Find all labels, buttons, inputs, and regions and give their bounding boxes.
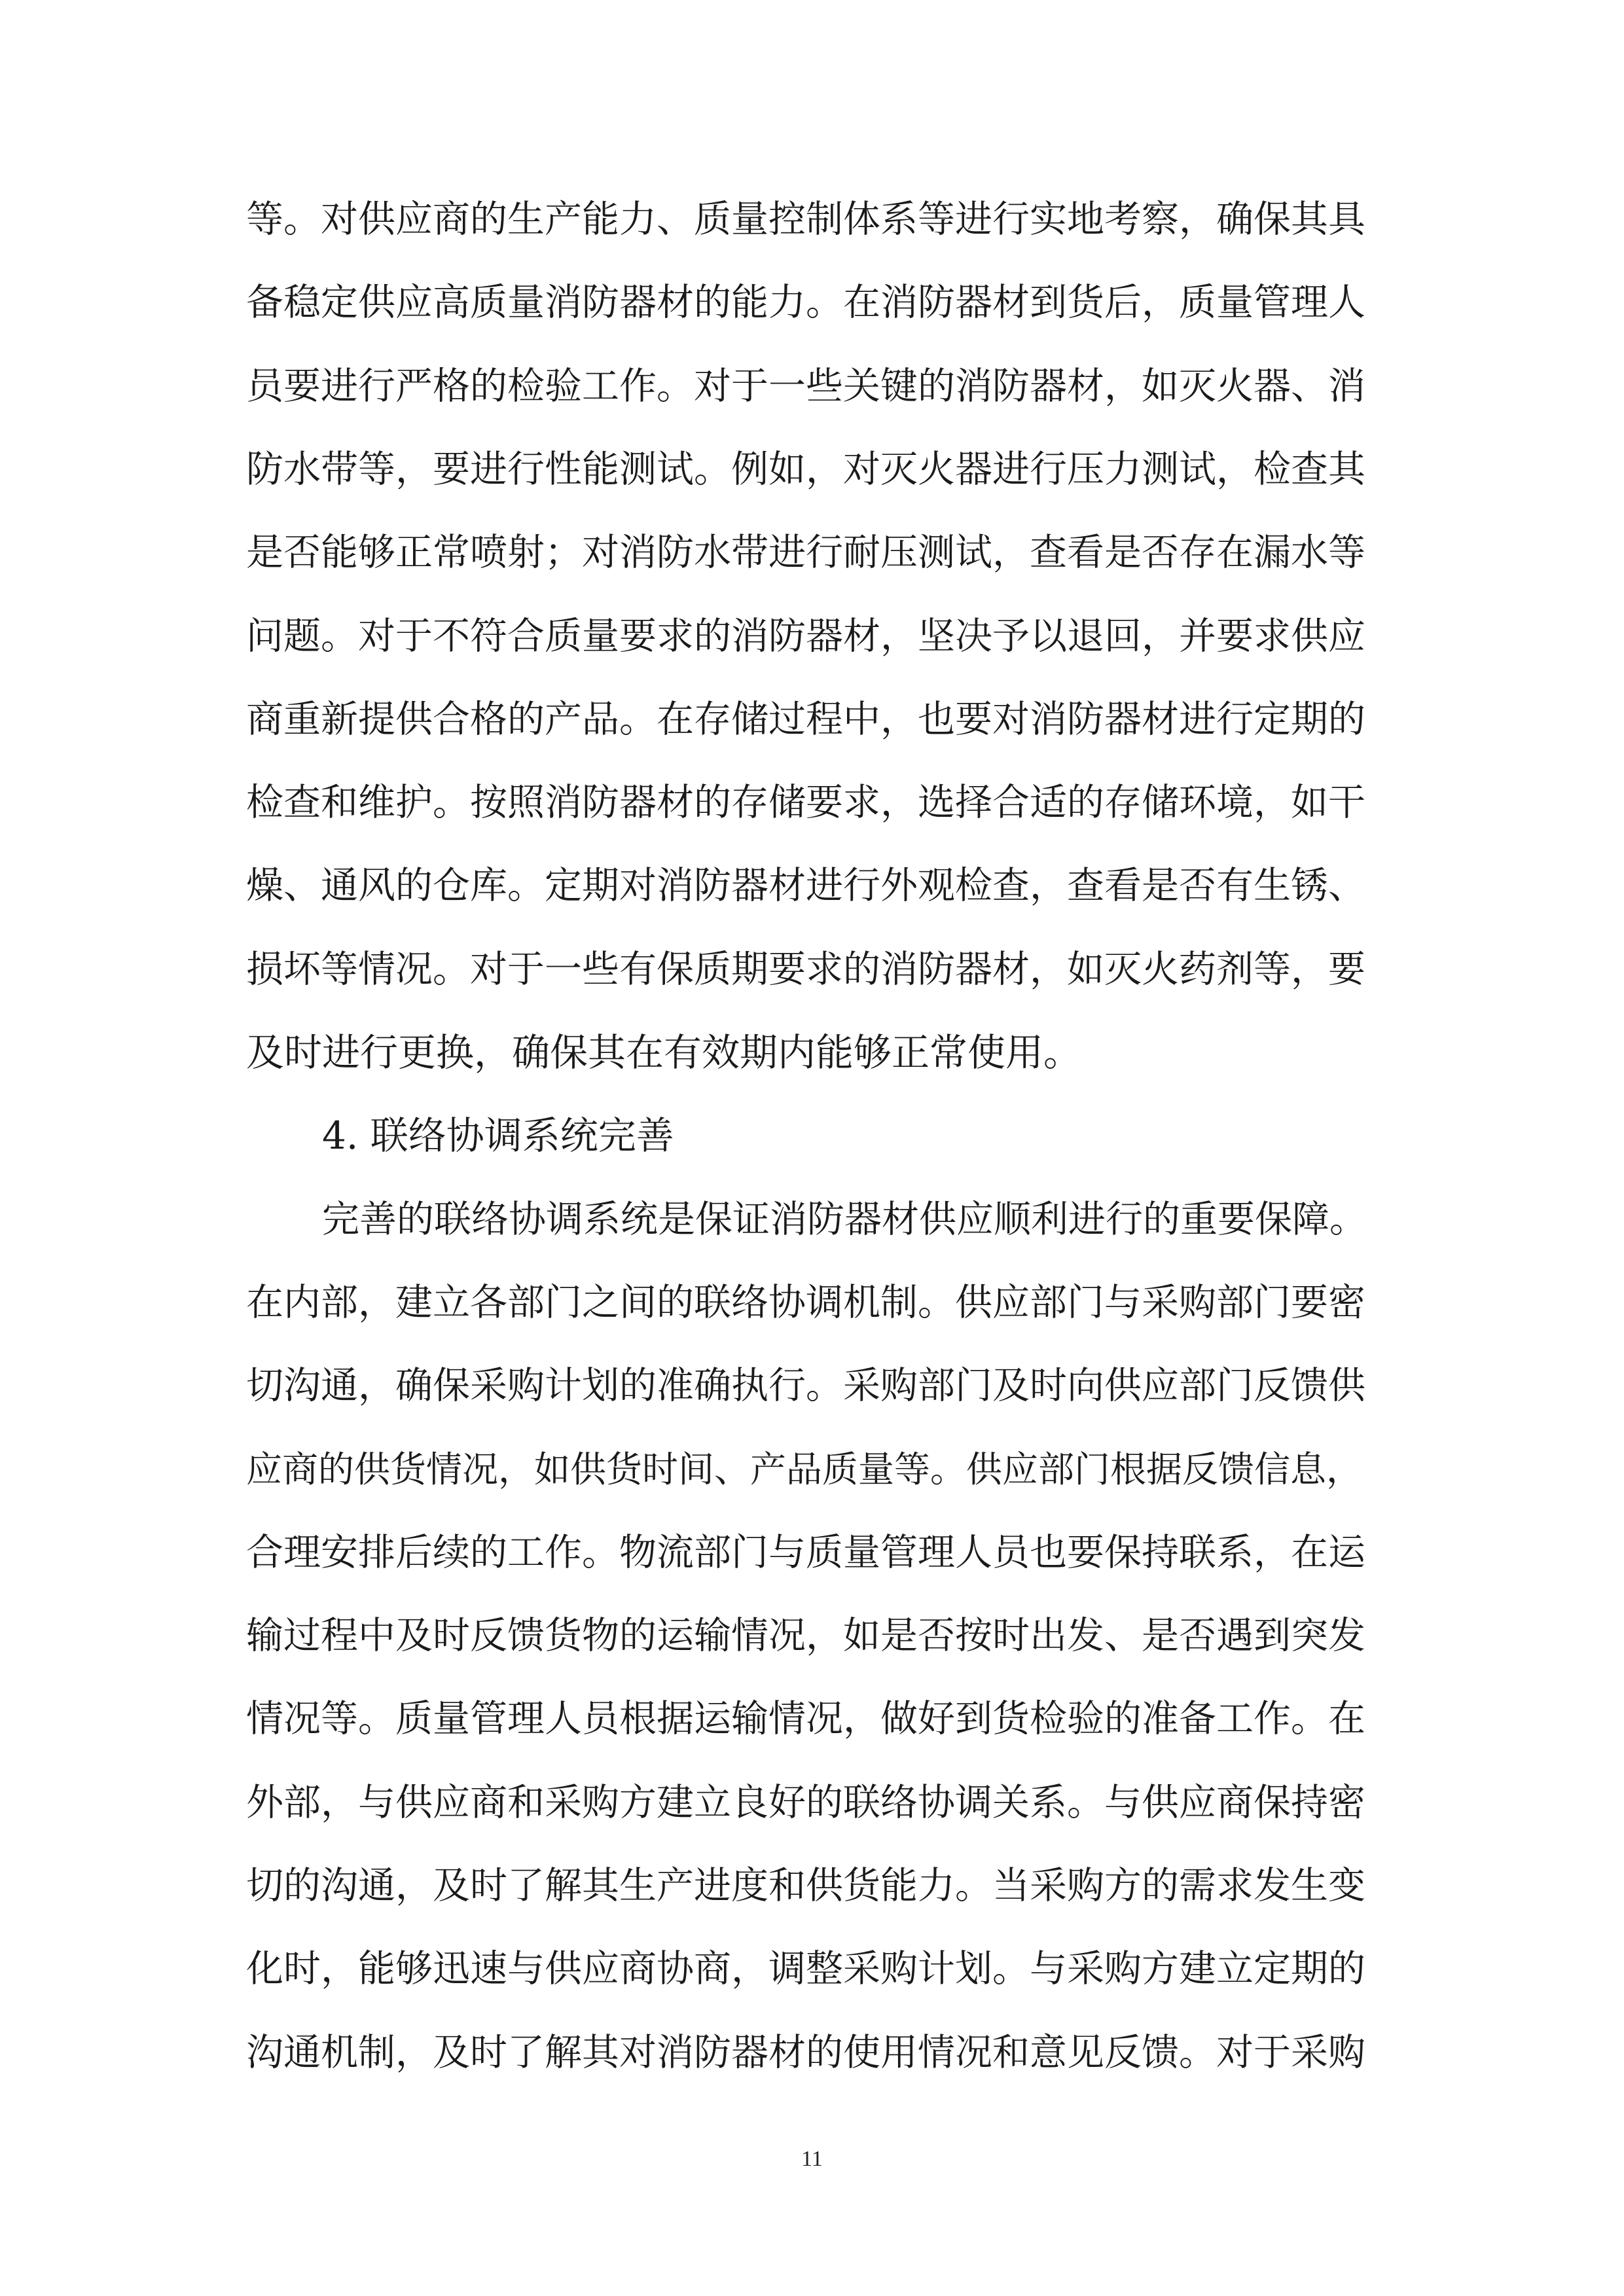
paragraph-line: 损坏等情况。对于一些有保质期要求的消防器材，如灭火药剂等，要 xyxy=(246,948,1365,991)
paragraph-line: 问题。对于不符合质量要求的消防器材，坚决予以退回，并要求供应 xyxy=(246,615,1365,658)
paragraph-line: 商重新提供合格的产品。在存储过程中，也要对消防器材进行定期的 xyxy=(246,698,1365,741)
paragraph-line: 切沟通，确保采购计划的准确执行。采购部门及时向供应部门反馈供 xyxy=(246,1364,1365,1407)
paragraph-line: 检查和维护。按照消防器材的存储要求，选择合适的存储环境，如干 xyxy=(246,781,1365,824)
paragraph-line: 燥、通风的仓库。定期对消防器材进行外观检查，查看是否有生锈、 xyxy=(246,864,1365,907)
paragraph-line: 应商的供货情况，如供货时间、产品质量等。供应部门根据反馈信息， xyxy=(246,1448,1363,1490)
paragraph-line: 等。对供应商的生产能力、质量控制体系等进行实地考察，确保其具 xyxy=(246,198,1365,241)
paragraph-line: 在内部，建立各部门之间的联络协调机制。供应部门与采购部门要密 xyxy=(246,1281,1365,1324)
paragraph-line: 完善的联络协调系统是保证消防器材供应顺利进行的重要保障。 xyxy=(322,1198,1367,1241)
paragraph-line: 合理安排后续的工作。物流部门与质量管理人员也要保持联系，在运 xyxy=(246,1531,1365,1574)
paragraph-line: 输过程中及时反馈货物的运输情况，如是否按时出发、是否遇到突发 xyxy=(246,1614,1365,1657)
section-heading: 4. 联络协调系统完善 xyxy=(322,1113,674,1158)
paragraph-line: 备稳定供应高质量消防器材的能力。在消防器材到货后，质量管理人 xyxy=(246,281,1365,324)
paragraph-line: 沟通机制，及时了解其对消防器材的使用情况和意见反馈。对于采购 xyxy=(246,2031,1365,2074)
paragraph-line: 是否能够正常喷射；对消防水带进行耐压测试，查看是否存在漏水等 xyxy=(246,531,1365,574)
paragraph-line: 化时，能够迅速与供应商协商，调整采购计划。与采购方建立定期的 xyxy=(246,1947,1365,1990)
page-number: 11 xyxy=(801,2147,823,2171)
paragraph-line: 防水带等，要进行性能测试。例如，对灭火器进行压力测试，检查其 xyxy=(246,448,1365,491)
paragraph-line: 情况等。质量管理人员根据运输情况，做好到货检验的准备工作。在 xyxy=(246,1697,1365,1740)
paragraph-line: 外部，与供应商和采购方建立良好的联络协调关系。与供应商保持密 xyxy=(246,1781,1365,1824)
paragraph-line: 员要进行严格的检验工作。对于一些关键的消防器材，如灭火器、消 xyxy=(246,365,1365,408)
paragraph-line: 及时进行更换，确保其在有效期内能够正常使用。 xyxy=(246,1030,1082,1075)
paragraph-line: 切的沟通，及时了解其生产进度和供货能力。当采购方的需求发生变 xyxy=(246,1864,1365,1907)
